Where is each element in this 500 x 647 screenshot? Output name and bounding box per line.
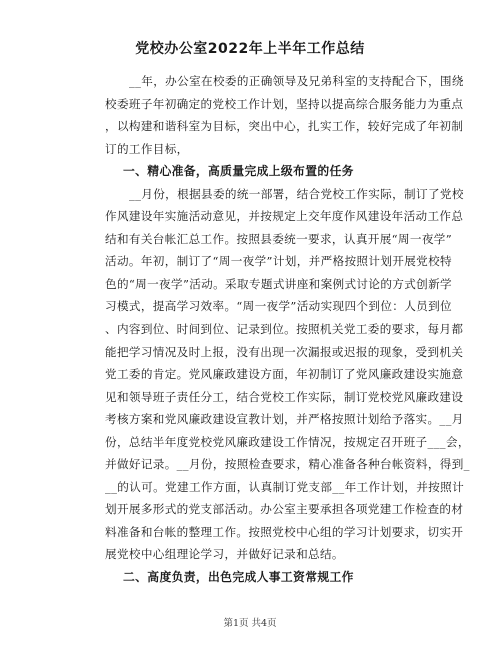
paragraph-line: 校委班子年初确定的党校工作计划，坚持以提高综合服务能力为重点 <box>105 96 464 111</box>
paragraph-line: 结和有关台帐汇总工作。按照县委统一要求，认真开展“周一夜学” <box>105 231 452 246</box>
document-title: 党校办公室2022年上半年工作总结 <box>135 41 365 57</box>
paragraph-line: 活动。年初，制订了“周一夜学”计划，并严格按照计划开展党校特 <box>105 254 452 269</box>
section-heading: 一、精心准备，高质量完成上级布置的任务 <box>123 164 354 179</box>
paragraph-line: 展党校中心组理论学习，并做好记录和总结。 <box>105 547 344 562</box>
paragraph-line: 、内容到位、时间到位、记录到位。按照机关党工委的要求，每月都 <box>105 322 464 337</box>
paragraph-line: 作风建设年实施活动意见，并按规定上交年度作风建设年活动工作总 <box>105 209 464 224</box>
paragraph-line: 考核方案和党风廉政建设宣教计划，并严格按照计划给予落实。__月 <box>105 412 464 427</box>
paragraph-line: __的认可。党建工作方面，认真制订党支部__年工作计划，并按照计 <box>105 479 465 494</box>
paragraph-line: 见和领导班子责任分工，结合党校工作实际，制订党校党风廉政建设 <box>105 389 464 404</box>
paragraph-line: 订的工作目标， <box>105 141 189 156</box>
paragraph-line: 划开展多形式的党支部活动。办公室主要承担各项党建工作检查的材 <box>105 502 464 517</box>
paragraph-line: 份，总结半年度党校党风廉政建设工作情况，按规定召开班子___会， <box>105 434 470 449</box>
paragraph-line: 并做好记录。__月份，按照检查要求，精心准备各种台帐资料，得到_ <box>105 457 470 472</box>
paragraph-line: 习模式，提高学习效率。“周一夜学”活动实现四个到位：人员到位 <box>105 299 452 314</box>
page-footer: 第1页 共4页 <box>223 618 277 629</box>
section-heading: 二、高度负责，出色完成人事工资常规工作 <box>123 570 354 585</box>
paragraph-line: ，以构建和谐科室为目标，突出中心，扎实工作，较好完成了年初制 <box>105 119 464 134</box>
paragraph-line: 党工委的肯定。党风廉政建设方面，年初制订了党风廉政建设实施意 <box>105 367 464 382</box>
paragraph-line: 能把学习情况及时上报，没有出现一次漏报或迟报的现象，受到机关 <box>105 344 464 359</box>
paragraph-line: 料准备和台帐的整理工作。按照党校中心组的学习计划要求，切实开 <box>105 524 464 539</box>
document-body <box>105 70 470 589</box>
paragraph-line: __年，办公室在校委的正确领导及兄弟科室的支持配合下，围绕 <box>129 74 464 88</box>
paragraph-line: 色的“周一夜学”活动。采取专题式讲座和案例式讨论的方式创新学 <box>105 276 452 291</box>
paragraph-line: __月份，根据县委的统一部署，结合党校工作实际，制订了党校 <box>129 186 464 201</box>
